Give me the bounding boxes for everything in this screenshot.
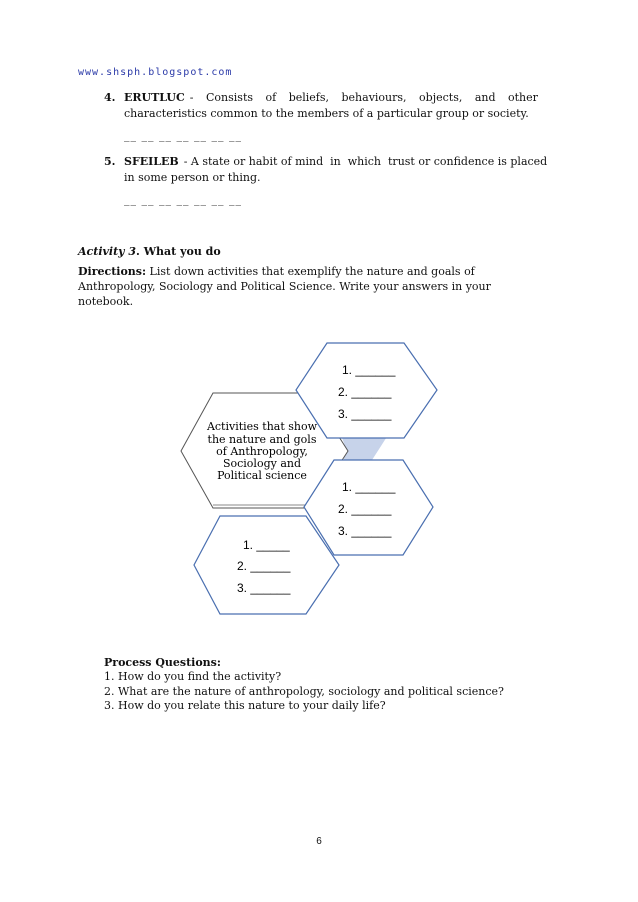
answer-line: 1. ______ — [342, 363, 396, 377]
process-question: 2. What are the nature of anthropology, sociology and political science? — [104, 684, 504, 698]
page-number: 6 — [316, 836, 322, 847]
item-number: 5. — [104, 155, 116, 168]
directions-text: notebook. — [78, 295, 134, 308]
header-url[interactable]: www.shsph.blogspot.com — [78, 67, 233, 78]
center-hex-line: Activities that show — [206, 420, 318, 433]
item-number: 4. — [104, 91, 116, 104]
scrambled-word: SFEILEB — [124, 155, 179, 168]
answer-line: 2. ______ — [338, 385, 392, 399]
center-hex-line: Political science — [217, 469, 307, 482]
activity-label: Activity 3 — [78, 245, 137, 258]
answer-blanks: __ __ __ __ __ __ __ — [124, 193, 242, 206]
answer-line: 2. ______ — [237, 559, 291, 573]
process-question: 1. How do you find the activity? — [104, 670, 282, 683]
item-definition-line1: - Consists of beliefs, behaviours, objects, and other — [189, 91, 538, 104]
directions-text: List down activities that exemplify the nature and goals of — [146, 265, 475, 278]
answer-blanks: __ __ __ __ __ __ __ — [124, 129, 242, 142]
top-hexagon — [296, 343, 437, 438]
process-question: 3. How do you relate this nature to your daily life? — [104, 699, 386, 712]
answer-line: 3. ______ — [338, 407, 392, 421]
answer-line: 3. ______ — [338, 524, 392, 538]
process-questions-title: Process Questions: — [104, 656, 221, 669]
item-definition-line2: in some person or thing. — [124, 171, 261, 184]
answer-line: 1. _____ — [243, 538, 290, 552]
answer-line: 3. ______ — [237, 581, 291, 595]
item-definition-line1: - A state or habit of mind in which trust or confidence is placed — [183, 155, 548, 168]
answer-line: 2. ______ — [338, 502, 392, 516]
center-hex-line: the nature and gols — [207, 433, 317, 446]
directions-text: Anthropology, Sociology and Political Science. Write your answers in your — [78, 280, 491, 293]
item-definition-line2: characteristics common to the members of a particular group or society. — [124, 107, 529, 120]
scrambled-word: ERUTLUC — [124, 91, 185, 104]
center-hex-line: of Anthropology, — [216, 445, 308, 458]
bottom-hexagon — [194, 516, 339, 614]
directions-label: Directions: — [78, 265, 147, 278]
answer-line: 1. ______ — [342, 480, 396, 494]
activity-title: What you do — [143, 245, 221, 258]
center-hex-line: Sociology and — [222, 457, 302, 470]
process-questions-list — [104, 670, 564, 714]
activity-separator: . — [136, 245, 144, 258]
